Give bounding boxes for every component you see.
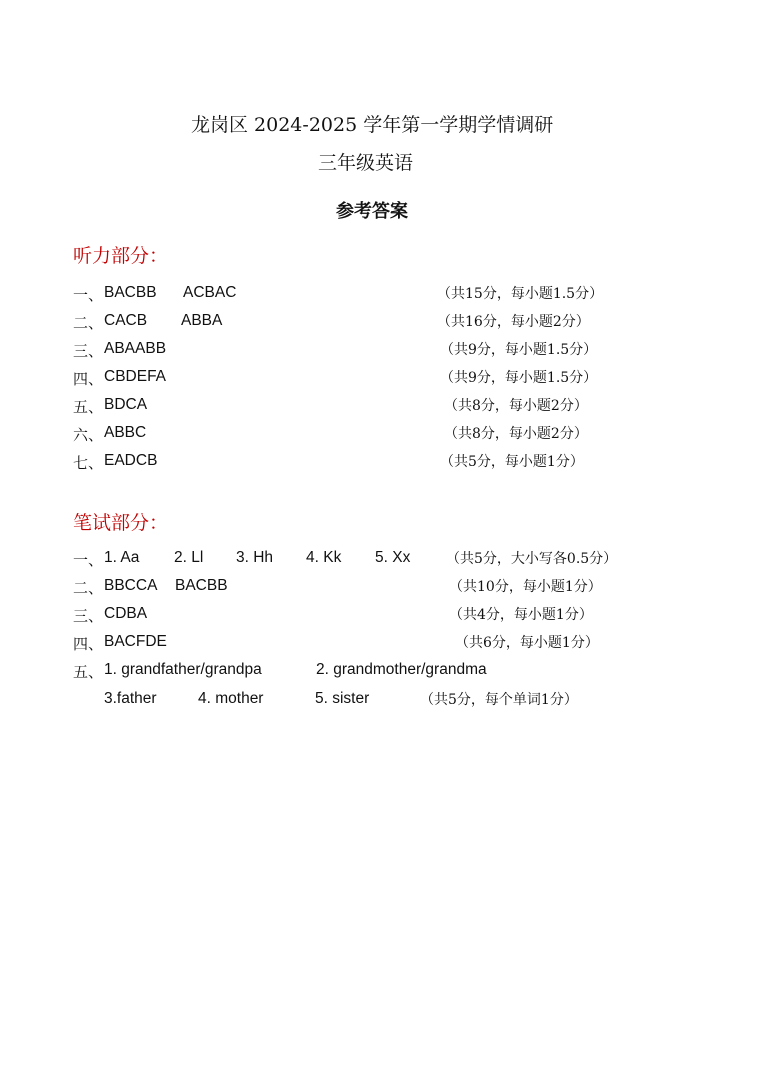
answer-group: EADCB — [104, 452, 158, 469]
row-number: 四、 — [73, 635, 104, 653]
page-title: 龙岗区 2024-2025 学年第一学期学情调研 — [191, 114, 554, 136]
answer-item: 5. sister — [315, 690, 370, 707]
score-note: （共16分，每小题2分） — [437, 314, 590, 330]
writing-heading: 笔试部分： — [73, 512, 169, 534]
answer-item: 4. mother — [198, 690, 264, 707]
score-note: （共10分，每小题1分） — [449, 579, 602, 595]
row-number: 二、 — [73, 314, 104, 332]
row-number: 二、 — [73, 579, 104, 597]
score-note: （共5分，每小题1分） — [440, 454, 584, 470]
score-note: （共5分，每个单词1分） — [420, 692, 578, 708]
answer-group: BACFDE — [104, 633, 167, 650]
score-note: （共4分，每小题1分） — [449, 607, 593, 623]
answer-item: 1. grandfather/grandpa — [104, 661, 262, 678]
answer-group: CBDEFA — [104, 368, 167, 385]
score-note: （共8分，每小题2分） — [444, 426, 588, 442]
answer-group: CACB — [104, 312, 148, 329]
answer-item: 2. grandmother/grandma — [316, 661, 487, 678]
row-number: 五、 — [73, 398, 104, 416]
row-number: 六、 — [73, 426, 104, 444]
row-number: 四、 — [73, 370, 104, 388]
answer-item: 5. Xx — [375, 549, 411, 566]
score-note: （共6分，每小题1分） — [455, 635, 599, 651]
listening-heading: 听力部分： — [73, 245, 169, 267]
grade-subject: 三年级英语 — [318, 152, 414, 174]
score-note: （共5分，大小写各0.5分） — [446, 551, 618, 567]
answer-group: ACBAC — [183, 284, 237, 301]
answer-group: BACBB — [175, 577, 228, 594]
row-number: 三、 — [73, 342, 104, 360]
answer-group: ABBA — [181, 312, 223, 329]
score-note: （共8分，每小题2分） — [444, 398, 588, 414]
score-note: （共9分，每小题1.5分） — [440, 342, 598, 358]
answer-item: 3.father — [104, 690, 157, 707]
answer-item: 4. Kk — [306, 549, 342, 566]
row-number: 三、 — [73, 607, 104, 625]
row-number: 一、 — [73, 551, 104, 569]
answer-key-title: 参考答案 — [336, 201, 408, 222]
row-number: 一、 — [73, 286, 104, 304]
answer-group: ABBC — [104, 424, 147, 441]
answer-item: 1. Aa — [104, 549, 140, 566]
answer-group: BBCCA — [104, 577, 158, 594]
score-note: （共9分，每小题1.5分） — [440, 370, 598, 386]
answer-group: ABAABB — [104, 340, 167, 357]
answer-group: CDBA — [104, 605, 148, 622]
answer-group: BACBB — [104, 284, 157, 301]
answer-item: 3. Hh — [236, 549, 274, 566]
score-note: （共15分，每小题1.5分） — [437, 286, 604, 302]
row-number: 七、 — [73, 454, 104, 472]
answer-group: BDCA — [104, 396, 148, 413]
answer-item: 2. Ll — [174, 549, 204, 566]
row-number: 五、 — [73, 663, 104, 681]
